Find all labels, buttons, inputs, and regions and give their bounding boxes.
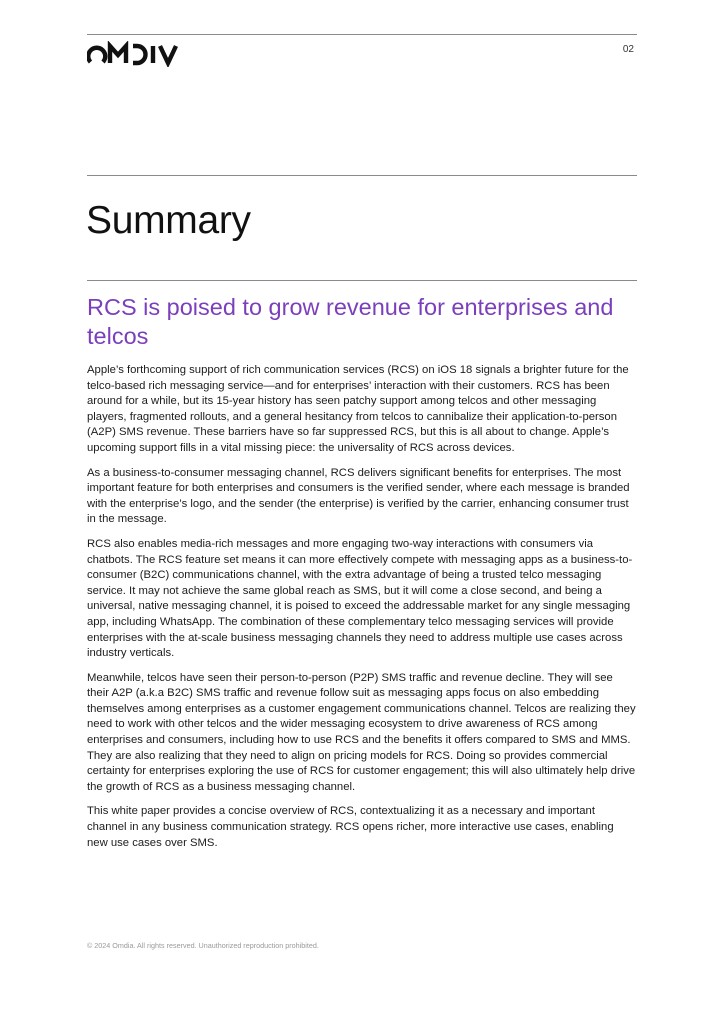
body-text xyxy=(87,363,637,860)
section-heading: RCS is poised to grow revenue for enterprises and telcos xyxy=(87,294,614,349)
paragraph: This white paper provides a concise overview of RCS, contextualizing it as a necessary and important channel in any business communication strategy. RCS opens richer, more interactive use cases, enabling new use cases over SMS. xyxy=(87,805,614,849)
title-top-divider xyxy=(87,175,637,176)
page-number: 02 xyxy=(622,44,634,55)
paragraph: Meanwhile, telcos have seen their person-to-person (P2P) SMS traffic and revenue decline. They will see their A2P (a.k.a B2C) SMS traffic and revenue follow suit as messaging apps focus on also embedding themselves among enterprises as a customer engagement communications channel. Telcos are realizing they need to work with other telcos and the wider messaging ecosystem to drive awareness of RCS among enterprises and consumers, including how to use RCS and the benefits it offers compared to SMS and MMS. They are also realizing that they need to align on pricing models for RCS. Doing so provides commercial certainty for enterprises exploring the use of RCS for customer engagement; this will also ultimately help drive the growth of RCS as a business messaging channel. xyxy=(87,671,636,793)
paragraph: Apple’s forthcoming support of rich communication services (RCS) on iOS 18 signals a brighter future for the telco-based rich messaging service—and for enterprises’ interaction with their customers. RCS has been around for a while, but its 15-year history has seen patchy support among telcos and other messaging players, fragmented rollouts, and a general hesitancy from telcos to cannibalize their application-to-person (A2P) SMS revenue. These barriers have so far suppressed RCS, but this is all about to change. Apple’s upcoming support fills in a vital missing piece: the universality of RCS across devices. xyxy=(87,364,629,454)
header-divider xyxy=(87,34,637,35)
page-title: Summary xyxy=(86,199,251,242)
paragraph: As a business-to-consumer messaging channel, RCS delivers significant benefits for enterprises. The most important feature for both enterprises and consumers is the verified sender, where each message is branded with the enterprise’s logo, and the sender (the enterprise) is verified by the carrier, enhancing consumer trust in the message. xyxy=(87,466,630,526)
omdia-logo xyxy=(87,41,187,67)
title-bottom-divider xyxy=(87,280,637,281)
omdia-logo-icon xyxy=(87,41,187,67)
paragraph: RCS also enables media-rich messages and more engaging two-way interactions with consumers via chatbots. The RCS feature set means it can more effectively compete with messaging apps as a business-to-consumer (B2C) communications channel, with the extra advantage of being a trusted telco messaging service. It may not achieve the same global reach as SMS, but it will come a close second, and being a universal, native messaging channel, it is poised to exceed the addressable market for any single messaging app, including WhatsApp. The combination of these complementary telco messaging services will provide enterprises with the at-scale business messaging channels they need to address multiple use cases across industry verticals. xyxy=(87,537,633,660)
copyright-footer: © 2024 Omdia. All rights reserved. Unauthorized reproduction prohibited. xyxy=(87,941,319,950)
